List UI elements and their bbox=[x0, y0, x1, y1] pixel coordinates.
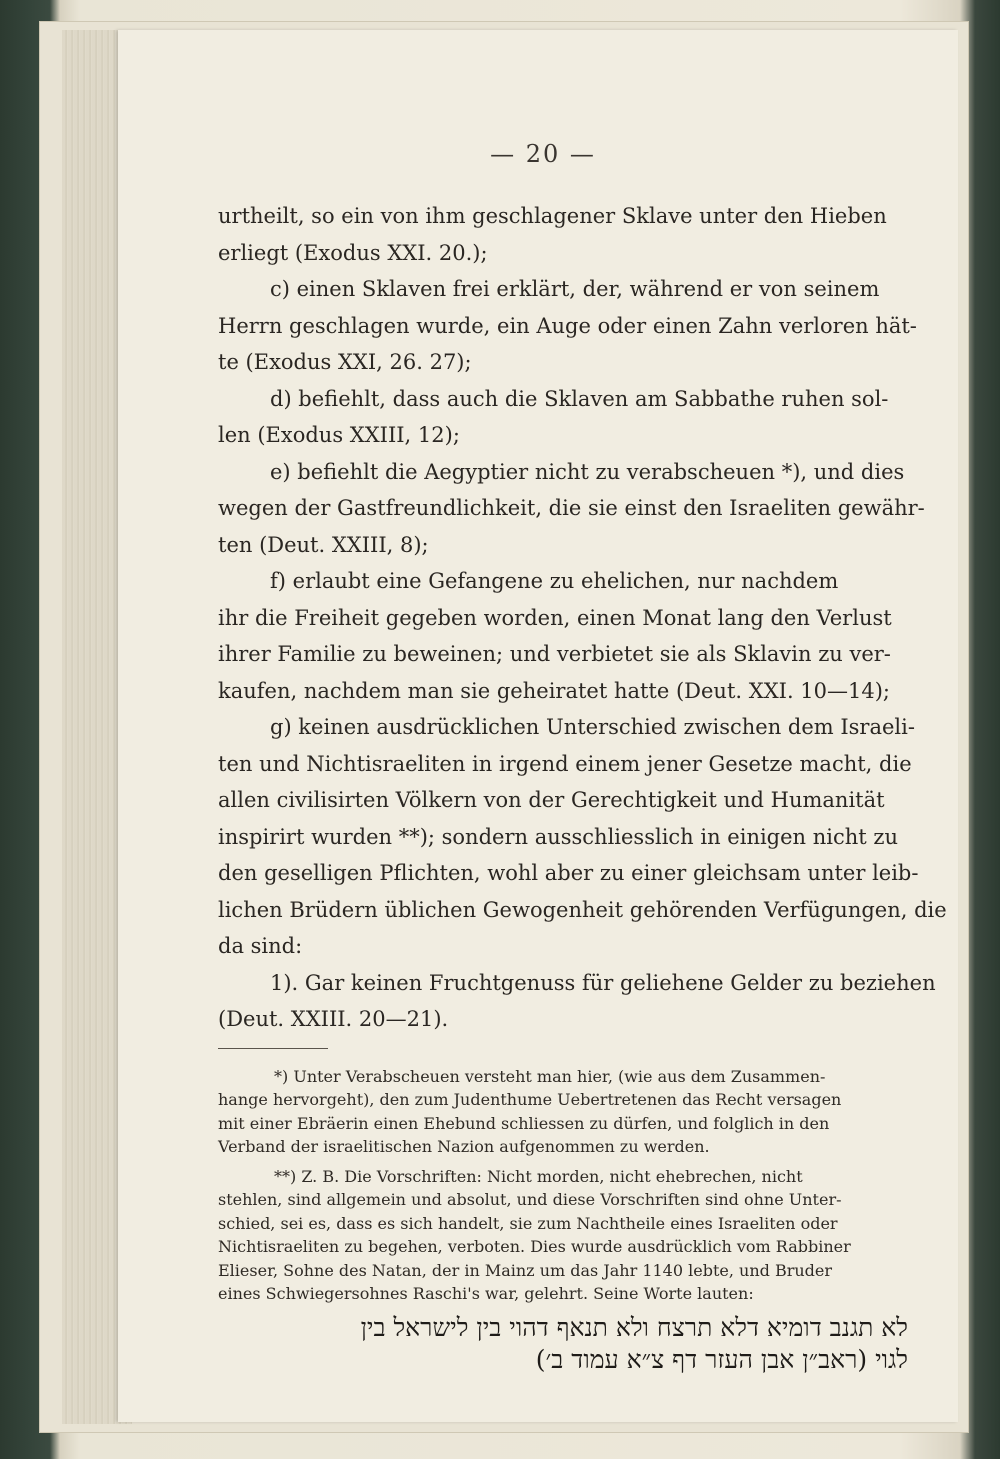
hebrew-quote-line: לא תגנב דומיא דלא תרצח ולא תנאף דהוי בין לישראל בין bbox=[360, 1312, 908, 1342]
footnote-line: schied, sei es, dass es sich handelt, sie zum Nachtheile eines Israeliten oder bbox=[218, 1213, 838, 1233]
body-line: allen civilisirten Völkern von der Gerechtigkeit und Humanität bbox=[218, 788, 885, 812]
body-line: te (Exodus XXI, 26. 27); bbox=[218, 350, 472, 374]
footnote-line: hange hervorgeht), den zum Judenthume Uebertretenen das Recht versagen bbox=[218, 1090, 842, 1109]
page-text bbox=[218, 140, 947, 1376]
body-line: 1). Gar keinen Fruchtgenuss für geliehene Gelder zu beziehen bbox=[270, 970, 936, 995]
footnote-line: Verband der israelitischen Nazion aufgenommen zu werden. bbox=[218, 1137, 710, 1156]
body-line: Herrn geschlagen wurde, ein Auge oder einen Zahn verloren hät- bbox=[218, 313, 917, 338]
body-line: e) befiehlt die Aegyptier nicht zu verabscheuen *), und dies bbox=[270, 459, 905, 484]
page-number: — 20 — bbox=[490, 140, 596, 168]
body-line: den geselligen Pflichten, wohl aber zu einer gleichsam unter leib- bbox=[218, 861, 919, 885]
body-line: d) befiehlt, dass auch die Sklaven am Sabbathe ruhen sol- bbox=[270, 386, 889, 411]
body-line: ten (Deut. XXIII, 8); bbox=[218, 532, 429, 557]
body-line: inspirirt wurden **); sondern ausschliesslich in einigen nicht zu bbox=[218, 824, 898, 849]
body-line: g) keinen ausdrücklichen Unterschied zwischen dem Israeli- bbox=[270, 715, 915, 739]
body-line: len (Exodus XXIII, 12); bbox=[218, 423, 460, 447]
body-line: ihr die Freiheit gegeben worden, einen Monat lang den Verlust bbox=[218, 605, 892, 630]
body-line: da sind: bbox=[218, 934, 303, 958]
hebrew-quote-line: לגוי (ראב״ן אבן העזר דף צ״א עמוד ב׳) bbox=[535, 1344, 908, 1374]
footnote-line: Elieser, Sohne des Natan, der in Mainz um das Jahr 1140 lebte, und Bruder bbox=[218, 1260, 833, 1280]
footnote-line: **) Z. B. Die Vorschriften: Nicht morden, nicht ehebrechen, nicht bbox=[274, 1166, 803, 1186]
body-line: urtheilt, so ein von ihm geschlagener Sklave unter den Hieben bbox=[218, 204, 887, 228]
footnote-line: eines Schwiegersohnes Raschi's war, gelehrt. Seine Worte lauten: bbox=[218, 1284, 754, 1303]
footnote-line: mit einer Ebräerin einen Ehebund schliessen zu dürfen, und folglich in den bbox=[218, 1113, 830, 1133]
body-line: erliegt (Exodus XXI. 20.); bbox=[218, 240, 488, 265]
body-line: (Deut. XXIII. 20—21). bbox=[218, 1007, 449, 1031]
body-line: kaufen, nachdem man sie geheiratet hatte (Deut. XXI. 10—14); bbox=[218, 678, 890, 703]
body-line: ten und Nichtisraeliten in irgend einem jener Gesetze macht, die bbox=[218, 751, 912, 776]
footnote-line: *) Unter Verabscheuen versteht man hier, (wie aus dem Zusammen- bbox=[274, 1066, 826, 1086]
body-line: wegen der Gastfreundlichkeit, die sie einst den Israeliten gewähr- bbox=[218, 496, 925, 520]
body-line: c) einen Sklaven frei erklärt, der, während er von seinem bbox=[270, 277, 880, 301]
footnote-line: stehlen, sind allgemein und absolut, und diese Vorschriften sind ohne Unter- bbox=[218, 1190, 842, 1209]
body-line: f) erlaubt eine Gefangene zu ehelichen, nur nachdem bbox=[270, 569, 839, 593]
footnote-divider bbox=[218, 1048, 328, 1049]
footnote-line: Nichtisraeliten zu begehen, verboten. Dies wurde ausdrücklich vom Rabbiner bbox=[218, 1237, 851, 1256]
body-line: ihrer Familie zu beweinen; und verbietet sie als Sklavin zu ver- bbox=[218, 642, 891, 666]
body-line: lichen Brüdern üblichen Gewogenheit gehörenden Verfügungen, die bbox=[218, 897, 947, 922]
